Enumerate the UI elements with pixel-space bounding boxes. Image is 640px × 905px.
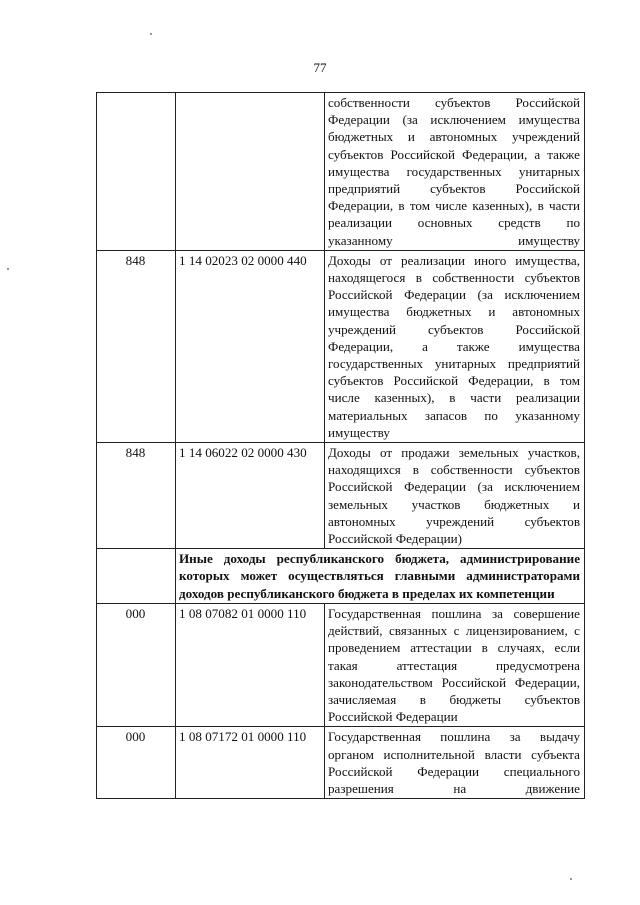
revenue-description-cell: Доходы от реализации иного имущества, находящегося в собственности субъектов Российской Федерации (за исключением имущества бюджетных и автономных учреждений субъектов Российской Федерации, а также имущества государственных унитарных предприятий субъектов Российской Федерации, в том числе казенных), в части реализации материальных запасов по указанному имуществу: [325, 250, 585, 442]
section-heading-row: [97, 549, 585, 604]
revenue-description-cell: Государственная пошлина за совершение действий, связанных с лицензированием, с проведением аттестации в случаях, если такая аттестация предусмотрена законодательством Российской Федерации, зачисляемая в бюджеты субъектов Российской Федерации: [325, 603, 585, 726]
revenue-description-cell: Государственная пошлина за выдачу органом исполнительной власти субъекта Российской Федерации специального разрешения на движение: [325, 727, 585, 799]
revenue-description-cell: собственности субъектов Российской Федерации (за исключением имущества бюджетных и автономных учреждений субъектов Российской Федерации, а также имущества государственных унитарных предприятий субъектов Российской Федерации, в том числе казенных), в части реализации основных средств по указанному имуществу: [325, 93, 585, 251]
admin-code-cell: 848: [97, 250, 176, 442]
table-row: [97, 603, 585, 726]
kbk-code-cell: 1 14 06022 02 0000 430: [176, 443, 325, 549]
revenue-classification-table: [96, 92, 585, 799]
table-row: [97, 93, 585, 251]
kbk-code-cell: 1 08 07172 01 0000 110: [176, 727, 325, 799]
kbk-code-cell: 1 08 07082 01 0000 110: [176, 603, 325, 726]
kbk-code-cell: [176, 93, 325, 251]
admin-code-cell: 000: [97, 727, 176, 799]
admin-code-cell: 848: [97, 443, 176, 549]
admin-code-cell: [97, 93, 176, 251]
empty-cell: [97, 549, 176, 604]
revenue-description-cell: Доходы от продажи земельных участков, находящихся в собственности субъектов Российской Федерации (за исключением земельных участков бюджетных и автономных учреждений субъектов Российской Федерации): [325, 443, 585, 549]
scan-speck: [7, 268, 9, 270]
section-heading: Иные доходы республиканского бюджета, администрирование которых может осуществляться главными администраторами доходов республиканского бюджета в пределах их компетенции: [176, 549, 585, 604]
table-row: [97, 727, 585, 799]
scan-speck: [150, 33, 152, 35]
scan-speck: [570, 878, 572, 880]
table-row: [97, 250, 585, 442]
admin-code-cell: 000: [97, 603, 176, 726]
page-number: 77: [313, 60, 327, 75]
table-row: [97, 443, 585, 549]
kbk-code-cell: 1 14 02023 02 0000 440: [176, 250, 325, 442]
